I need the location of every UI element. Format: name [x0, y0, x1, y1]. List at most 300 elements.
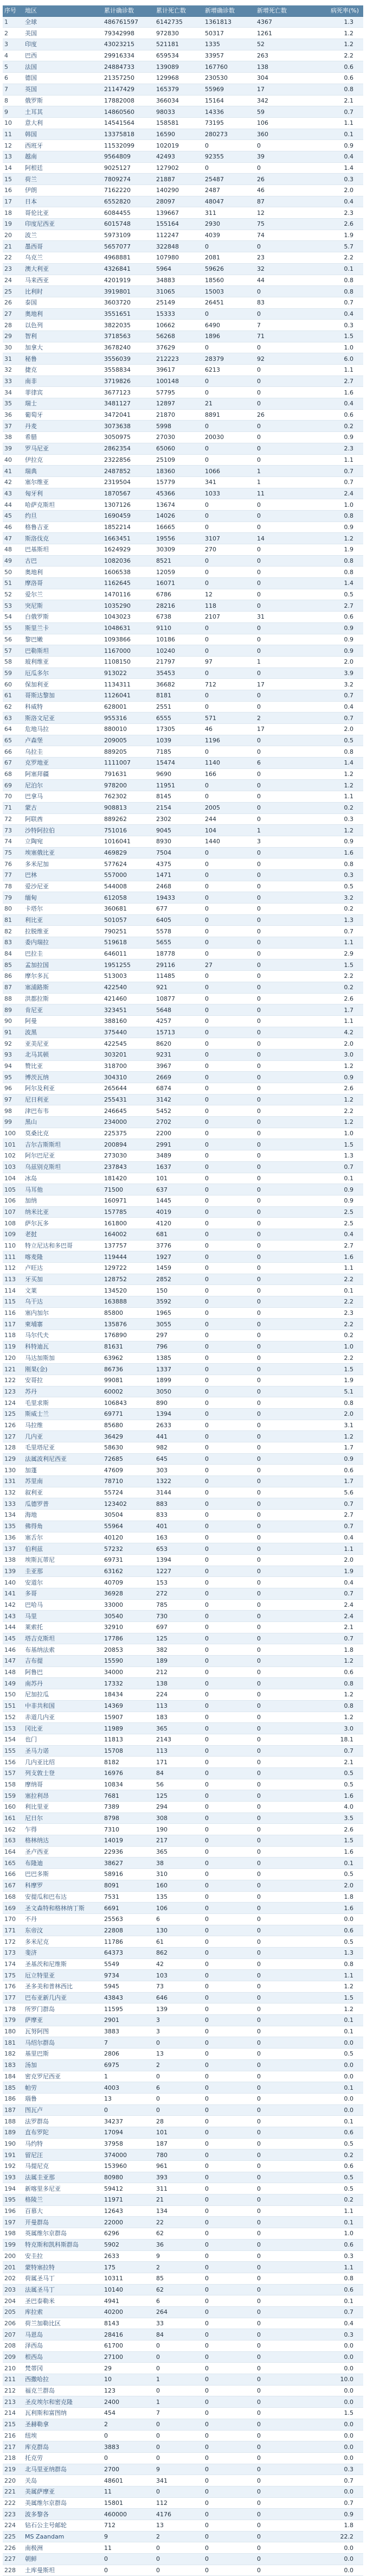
- region-name[interactable]: 刚果(金): [23, 1364, 102, 1375]
- region-name[interactable]: 黑山: [23, 1117, 102, 1128]
- row-index: 27: [3, 308, 23, 320]
- fatality-rate: 1.2: [307, 1060, 363, 1072]
- region-name[interactable]: 尼日利亚: [23, 1094, 102, 1105]
- region-name[interactable]: 圭亚那: [23, 1566, 102, 1577]
- region-name[interactable]: 圣基茨和尼维斯: [23, 1958, 102, 1970]
- region-name[interactable]: 巴巴多斯: [23, 1869, 102, 1880]
- region-name[interactable]: 卢旺达: [23, 1263, 102, 1274]
- region-name[interactable]: 以色列: [23, 320, 102, 331]
- region-name[interactable]: 库拉索: [23, 2306, 102, 2318]
- fatality-rate: 2.6: [307, 219, 363, 230]
- region-name[interactable]: 墨西哥: [23, 241, 102, 252]
- region-name[interactable]: 佛得角: [23, 1521, 102, 1532]
- region-name[interactable]: 摩纳哥: [23, 1779, 102, 1790]
- region-name[interactable]: 纽埃: [23, 2430, 102, 2441]
- region-name[interactable]: 保加利亚: [23, 679, 102, 690]
- region-name[interactable]: 萨尔瓦多: [23, 1218, 102, 1229]
- table-row: [3, 1420, 363, 1431]
- region-name[interactable]: 加蓬: [23, 1465, 102, 1476]
- total-deaths: 645: [154, 1453, 203, 1465]
- total-cases: 2901: [102, 2015, 154, 2026]
- new-cases: 1335: [203, 39, 255, 50]
- region-name[interactable]: 韩国: [23, 129, 102, 140]
- region-name[interactable]: 斐济: [23, 1947, 102, 1958]
- region-name[interactable]: 孟加拉国: [23, 959, 102, 971]
- region-name[interactable]: 格林纳达: [23, 1835, 102, 1847]
- region-name[interactable]: 亚美尼亚: [23, 1038, 102, 1050]
- total-cases: 21147429: [102, 84, 154, 95]
- region-name[interactable]: 毛里塔尼亚: [23, 1442, 102, 1454]
- region-name[interactable]: 泽西岛: [23, 2340, 102, 2352]
- region-name[interactable]: 莫桑比克: [23, 1128, 102, 1139]
- region-name[interactable]: 波黑: [23, 1027, 102, 1038]
- region-name[interactable]: 匈牙利: [23, 488, 102, 499]
- region-name[interactable]: 格陵兰: [23, 2195, 102, 2206]
- region-name[interactable]: 法罗群岛: [23, 2116, 102, 2127]
- row-index: 86: [3, 971, 23, 982]
- region-name[interactable]: 克罗地亚: [23, 758, 102, 769]
- region-name[interactable]: 瑞士: [23, 398, 102, 410]
- region-name[interactable]: 文莱: [23, 1285, 102, 1296]
- region-name[interactable]: 印度: [23, 39, 102, 50]
- region-name[interactable]: 托克劳: [23, 2452, 102, 2464]
- table-row: [3, 140, 363, 151]
- region-name[interactable]: 阿曼: [23, 1015, 102, 1027]
- region-name[interactable]: 葡萄牙: [23, 409, 102, 421]
- region-name[interactable]: 马达加斯加: [23, 1352, 102, 1364]
- region-name[interactable]: 荷兰加勒比区: [23, 2318, 102, 2329]
- region-name[interactable]: 巴布亚新几内亚: [23, 1992, 102, 2003]
- total-deaths: 6738: [154, 612, 203, 623]
- total-deaths: 12897: [154, 398, 203, 410]
- region-name[interactable]: 斯里兰卡: [23, 622, 102, 634]
- region-name[interactable]: 南非: [23, 376, 102, 387]
- total-deaths: 125: [154, 1790, 203, 1802]
- region-name[interactable]: 卢森堡: [23, 735, 102, 746]
- table-row: [3, 1184, 363, 1195]
- total-cases: 762302: [102, 791, 154, 803]
- region-name[interactable]: 特克斯和凯科斯群岛: [23, 2239, 102, 2250]
- region-name[interactable]: 菲律宾: [23, 387, 102, 398]
- region-name[interactable]: 埃塞俄比亚: [23, 847, 102, 858]
- region-name[interactable]: 安道尔: [23, 1577, 102, 1588]
- new-deaths: 0: [255, 1150, 307, 1162]
- new-cases: 0: [203, 1296, 255, 1308]
- region-name[interactable]: 布隆迪: [23, 1858, 102, 1869]
- region-name[interactable]: 丹麦: [23, 421, 102, 432]
- total-cases: 501057: [102, 914, 154, 926]
- region-name[interactable]: 捷克: [23, 365, 102, 376]
- row-index: 169: [3, 1903, 23, 1914]
- region-name[interactable]: 马绍尔群岛: [23, 2037, 102, 2049]
- region-name[interactable]: 比利时: [23, 286, 102, 297]
- region-name[interactable]: 马来西亚: [23, 275, 102, 286]
- region-name[interactable]: 海地: [23, 1510, 102, 1521]
- region-name[interactable]: 福克兰群岛: [23, 2385, 102, 2396]
- region-name[interactable]: 意大利: [23, 117, 102, 129]
- region-name[interactable]: 土耳其: [23, 106, 102, 118]
- region-name[interactable]: 乍得: [23, 1824, 102, 1835]
- region-name[interactable]: 尼加拉瓜: [23, 1689, 102, 1701]
- region-name[interactable]: 安哥拉: [23, 1375, 102, 1386]
- region-name[interactable]: 斯洛伐克: [23, 533, 102, 544]
- new-deaths: 0: [255, 2486, 307, 2497]
- region-name[interactable]: 所罗门群岛: [23, 2003, 102, 2015]
- header-new-deaths[interactable]: 新增死亡数: [255, 5, 307, 16]
- region-name[interactable]: 也门: [23, 1734, 102, 1745]
- region-name[interactable]: 法国: [23, 61, 102, 73]
- region-name[interactable]: 马拉维: [23, 1420, 102, 1431]
- region-name[interactable]: 新喀里多尼亚: [23, 2183, 102, 2195]
- total-cases: 69731: [102, 1554, 154, 1566]
- region-name[interactable]: 奥地利: [23, 308, 102, 320]
- region-name[interactable]: 北马其顿: [23, 1049, 102, 1060]
- region-name[interactable]: 冈比亚: [23, 1723, 102, 1734]
- new-deaths: 1: [255, 466, 307, 477]
- region-name[interactable]: 吉尔吉斯斯坦: [23, 1139, 102, 1150]
- region-name[interactable]: 纳米比亚: [23, 1206, 102, 1218]
- region-name[interactable]: 伯利兹: [23, 1543, 102, 1555]
- total-deaths: 39617: [154, 365, 203, 376]
- region-name[interactable]: 牙买加: [23, 1274, 102, 1285]
- row-index: 39: [3, 443, 23, 454]
- region-name[interactable]: 伊拉克: [23, 454, 102, 466]
- region-name[interactable]: 约旦: [23, 510, 102, 521]
- total-deaths: 153: [154, 1577, 203, 1588]
- new-cases: 0: [203, 690, 255, 701]
- region-name[interactable]: 加拿大: [23, 342, 102, 353]
- region-name[interactable]: 沙特阿拉伯: [23, 825, 102, 836]
- region-name[interactable]: 日本: [23, 196, 102, 207]
- region-name[interactable]: 突尼斯: [23, 600, 102, 612]
- region-name[interactable]: 摩洛哥: [23, 578, 102, 589]
- region-name[interactable]: 罗马尼亚: [23, 443, 102, 454]
- table-row: [3, 1375, 363, 1386]
- region-name[interactable]: 库克群岛: [23, 2441, 102, 2453]
- region-name[interactable]: 全球: [23, 16, 102, 28]
- new-cases: 0: [203, 387, 255, 398]
- fatality-rate: 1.2: [307, 28, 363, 39]
- region-name[interactable]: 几内亚比绍: [23, 1757, 102, 1768]
- region-name[interactable]: 乌兹别克斯坦: [23, 1161, 102, 1173]
- region-name[interactable]: 东帝汶: [23, 1925, 102, 1936]
- region-name[interactable]: 德国: [23, 73, 102, 84]
- region-name[interactable]: 澳大利亚: [23, 263, 102, 275]
- region-name[interactable]: 阿塞拜疆: [23, 768, 102, 780]
- region-name[interactable]: 蒙特塞拉特: [23, 2262, 102, 2273]
- region-name[interactable]: 阿尔及利亚: [23, 1083, 102, 1095]
- new-deaths: 0: [255, 1869, 307, 1880]
- region-name[interactable]: 南极洲: [23, 2542, 102, 2554]
- region-name[interactable]: 塞内加尔: [23, 1307, 102, 1319]
- region-name[interactable]: 图瓦卢: [23, 2104, 102, 2116]
- region-name[interactable]: 叙利亚: [23, 1487, 102, 1498]
- region-name[interactable]: 卡塔尔: [23, 904, 102, 915]
- region-name[interactable]: 巴林: [23, 869, 102, 881]
- region-name[interactable]: 留尼汪: [23, 2149, 102, 2161]
- region-name[interactable]: 博茨瓦纳: [23, 1072, 102, 1083]
- region-name[interactable]: 毛里求斯: [23, 1397, 102, 1409]
- region-name[interactable]: 多哥: [23, 1588, 102, 1599]
- region-name[interactable]: 西班牙: [23, 140, 102, 151]
- region-name[interactable]: 智利: [23, 330, 102, 342]
- region-name[interactable]: 斯威士兰: [23, 1408, 102, 1420]
- region-name[interactable]: 委内瑞拉: [23, 937, 102, 949]
- fatality-rate: 1.1: [307, 454, 363, 466]
- region-name[interactable]: 阿尔巴尼亚: [23, 1150, 102, 1162]
- region-name[interactable]: 乌干达: [23, 1296, 102, 1308]
- region-name[interactable]: 拉脱维亚: [23, 926, 102, 937]
- region-name[interactable]: 圣卢西亚: [23, 1846, 102, 1858]
- region-name[interactable]: 伊朗: [23, 185, 102, 196]
- region-name[interactable]: 印度尼西亚: [23, 219, 102, 230]
- region-name[interactable]: 塔吉克斯坦: [23, 1633, 102, 1644]
- region-name[interactable]: 苏里南: [23, 1476, 102, 1487]
- new-cases: 0: [203, 1465, 255, 1476]
- region-name[interactable]: 厄立特里亚: [23, 1970, 102, 1981]
- region-name[interactable]: 瓦努阿图: [23, 2026, 102, 2037]
- region-name[interactable]: 冰岛: [23, 1173, 102, 1184]
- region-name[interactable]: 巴基斯坦: [23, 544, 102, 556]
- region-name[interactable]: 科特迪瓦: [23, 1341, 102, 1352]
- region-name[interactable]: 玻利维亚: [23, 656, 102, 667]
- region-name[interactable]: 缅甸: [23, 892, 102, 904]
- row-index: 195: [3, 2195, 23, 2206]
- region-name[interactable]: 汤加: [23, 2059, 102, 2071]
- region-name[interactable]: 多米尼加: [23, 858, 102, 870]
- region-name[interactable]: 马约特: [23, 2138, 102, 2149]
- new-cases: 0: [203, 971, 255, 982]
- region-name[interactable]: 荷兰: [23, 174, 102, 185]
- region-name[interactable]: 不丹: [23, 1913, 102, 1925]
- region-name[interactable]: 哥斯达黎加: [23, 690, 102, 701]
- region-name[interactable]: 安圭拉: [23, 2250, 102, 2262]
- region-name[interactable]: 北马里亚纳群岛: [23, 2464, 102, 2475]
- region-name[interactable]: MS Zaandam: [23, 2531, 102, 2542]
- region-name[interactable]: 美属维尔京群岛: [23, 2497, 102, 2509]
- region-name[interactable]: 巴西: [23, 50, 102, 61]
- total-deaths: 102019: [154, 140, 203, 151]
- new-deaths: 0: [255, 667, 307, 679]
- region-name[interactable]: 美属萨摩亚: [23, 2486, 102, 2497]
- region-name[interactable]: 帕劳: [23, 2082, 102, 2094]
- new-deaths: 0: [255, 1408, 307, 1420]
- region-name[interactable]: 塞拉利昂: [23, 1790, 102, 1802]
- region-name[interactable]: 柬埔寨: [23, 1319, 102, 1330]
- header-total-cases[interactable]: 累计确诊数: [102, 5, 154, 16]
- region-name[interactable]: 马提尼克: [23, 2161, 102, 2172]
- region-name[interactable]: 马耳他: [23, 1184, 102, 1195]
- header-index[interactable]: 序号: [3, 5, 23, 16]
- region-name[interactable]: 瓜德罗普: [23, 1498, 102, 1510]
- region-name[interactable]: 哈萨克斯坦: [23, 499, 102, 511]
- fatality-rate: 0.5: [307, 1869, 363, 1880]
- region-name[interactable]: 乌克兰: [23, 252, 102, 264]
- region-name[interactable]: 苏丹: [23, 1386, 102, 1397]
- region-name[interactable]: 英国: [23, 84, 102, 95]
- region-name[interactable]: 根西岛: [23, 2351, 102, 2363]
- region-name[interactable]: 阿联酋: [23, 813, 102, 825]
- region-name[interactable]: 钻石公主号邮轮: [23, 2520, 102, 2532]
- region-name[interactable]: 哥伦比亚: [23, 207, 102, 219]
- total-deaths: 15333: [154, 308, 203, 320]
- region-name[interactable]: 法属圭亚那: [23, 2172, 102, 2183]
- region-name[interactable]: 西撒哈拉: [23, 2374, 102, 2386]
- region-name[interactable]: 圣多美和普林西比: [23, 1981, 102, 1993]
- region-name[interactable]: 列支敦士登: [23, 1767, 102, 1779]
- region-name[interactable]: 摩尔多瓦: [23, 971, 102, 982]
- region-name[interactable]: 百慕大: [23, 2205, 102, 2217]
- region-name[interactable]: 圣马力诺: [23, 1745, 102, 1757]
- new-deaths: 0: [255, 1038, 307, 1050]
- region-name[interactable]: 几内亚: [23, 1431, 102, 1442]
- region-name[interactable]: 梵蒂冈: [23, 2363, 102, 2374]
- region-name[interactable]: 利比亚: [23, 914, 102, 926]
- region-name[interactable]: 塞尔维亚: [23, 476, 102, 488]
- region-name[interactable]: 爱尔兰: [23, 589, 102, 600]
- region-name[interactable]: 尼泊尔: [23, 780, 102, 791]
- new-deaths: 0: [255, 1611, 307, 1622]
- new-cases: 6490: [203, 320, 255, 331]
- region-name[interactable]: 斯洛文尼亚: [23, 713, 102, 724]
- region-name[interactable]: 萨摩亚: [23, 2015, 102, 2026]
- region-name[interactable]: 爱沙尼亚: [23, 881, 102, 892]
- new-deaths: 0: [255, 2228, 307, 2240]
- fatality-rate: 0.4: [307, 308, 363, 320]
- region-name[interactable]: 塞舌尔: [23, 1532, 102, 1543]
- region-name[interactable]: 厄瓜多尔: [23, 667, 102, 679]
- region-name[interactable]: 圣文森特和格林纳丁斯: [23, 1903, 102, 1914]
- region-name[interactable]: 秘鲁: [23, 353, 102, 365]
- row-index: 5: [3, 61, 23, 73]
- fatality-rate: 0.7: [307, 713, 363, 724]
- region-name[interactable]: 利比里亚: [23, 1802, 102, 1813]
- region-name[interactable]: 马尔代夫: [23, 1330, 102, 1341]
- region-name[interactable]: 格鲁吉亚: [23, 521, 102, 533]
- region-name[interactable]: 多米尼克: [23, 1936, 102, 1948]
- region-name[interactable]: 关岛: [23, 2475, 102, 2486]
- region-name[interactable]: 吉布提: [23, 1656, 102, 1667]
- region-name[interactable]: 赞比亚: [23, 1060, 102, 1072]
- region-name[interactable]: 希腊: [23, 432, 102, 443]
- region-name[interactable]: 俄罗斯: [23, 95, 102, 106]
- header-fatality-rate[interactable]: 病死率(%): [307, 5, 363, 16]
- total-deaths: 1459: [154, 1263, 203, 1274]
- new-cases: 0: [203, 2049, 255, 2060]
- row-index: 62: [3, 701, 23, 713]
- region-name[interactable]: 蒙古: [23, 802, 102, 813]
- total-deaths: 171: [154, 1757, 203, 1768]
- region-name[interactable]: 法属波利尼西亚: [23, 1453, 102, 1465]
- header-new-cases[interactable]: 新增确诊数: [203, 5, 255, 16]
- region-name[interactable]: 波多黎各: [23, 2509, 102, 2520]
- region-name[interactable]: 布基纳法索: [23, 1644, 102, 1656]
- region-name[interactable]: 圣皮埃尔和密克隆: [23, 2396, 102, 2408]
- region-name[interactable]: 洪都拉斯: [23, 993, 102, 1004]
- region-name[interactable]: 法属圣马丁: [23, 2284, 102, 2295]
- region-name[interactable]: 基里巴斯: [23, 2049, 102, 2060]
- new-deaths: 0: [255, 1577, 307, 1588]
- region-name[interactable]: 白俄罗斯: [23, 612, 102, 623]
- table-row: [3, 1218, 363, 1229]
- region-name[interactable]: 阿鲁巴: [23, 1667, 102, 1678]
- row-index: 154: [3, 1734, 23, 1745]
- region-name[interactable]: 圣巴泰勒米: [23, 2295, 102, 2307]
- region-name[interactable]: 圣赫勒拿: [23, 2419, 102, 2430]
- region-name[interactable]: 开曼群岛: [23, 2217, 102, 2228]
- region-name[interactable]: 肯尼亚: [23, 1004, 102, 1016]
- region-name[interactable]: 塞浦路斯: [23, 982, 102, 993]
- fatality-rate: 0.1: [307, 2116, 363, 2127]
- new-deaths: 0: [255, 2385, 307, 2396]
- region-name[interactable]: 直布罗陀: [23, 2127, 102, 2138]
- region-name[interactable]: 瑙鲁: [23, 2093, 102, 2104]
- region-name[interactable]: 尼日尔: [23, 1812, 102, 1824]
- region-name[interactable]: 泰国: [23, 297, 102, 308]
- region-name[interactable]: 英属维尔京群岛: [23, 2228, 102, 2240]
- region-name[interactable]: 特立尼达和多巴哥: [23, 1240, 102, 1251]
- region-name[interactable]: 赤道几内亚: [23, 1712, 102, 1723]
- region-name[interactable]: 奥地利: [23, 567, 102, 578]
- region-name[interactable]: 巴哈马: [23, 1599, 102, 1611]
- region-name[interactable]: 喀麦隆: [23, 1251, 102, 1263]
- region-name[interactable]: 密克罗尼西亚: [23, 2071, 102, 2082]
- region-name[interactable]: 美国: [23, 28, 102, 39]
- region-name[interactable]: 巴拿马: [23, 791, 102, 803]
- region-name[interactable]: 马里: [23, 1611, 102, 1622]
- header-total-deaths[interactable]: 累计死亡数: [154, 5, 203, 16]
- region-name[interactable]: 危地马拉: [23, 724, 102, 735]
- region-name[interactable]: 巴勒斯坦: [23, 645, 102, 657]
- total-deaths: 0: [154, 2542, 203, 2554]
- row-index: 203: [3, 2284, 23, 2295]
- region-name[interactable]: 立陶宛: [23, 836, 102, 847]
- region-name[interactable]: 科摩罗: [23, 1880, 102, 1891]
- region-name[interactable]: 莱索托: [23, 1622, 102, 1633]
- region-name[interactable]: 安提瓜和巴布达: [23, 1891, 102, 1903]
- region-name[interactable]: 中非共和国: [23, 1700, 102, 1712]
- region-name[interactable]: 古巴: [23, 555, 102, 567]
- region-name[interactable]: 越南: [23, 151, 102, 162]
- region-name[interactable]: 马恩岛: [23, 2329, 102, 2340]
- region-name[interactable]: 南苏丹: [23, 1678, 102, 1689]
- region-name[interactable]: 科威特: [23, 701, 102, 713]
- region-name[interactable]: 黎巴嫩: [23, 634, 102, 645]
- region-name[interactable]: 朝鲜: [23, 2554, 102, 2565]
- table-row: [3, 1745, 363, 1757]
- region-name[interactable]: 瑞典: [23, 466, 102, 477]
- region-name[interactable]: 乌拉圭: [23, 746, 102, 758]
- total-deaths: 129968: [154, 73, 203, 84]
- region-name[interactable]: 瓦利斯和富图纳: [23, 2408, 102, 2419]
- region-name[interactable]: 津巴布韦: [23, 1105, 102, 1117]
- region-name[interactable]: 阿根廷: [23, 162, 102, 174]
- row-index: 10: [3, 117, 23, 129]
- region-name[interactable]: 土库曼斯坦: [23, 2565, 102, 2576]
- region-name[interactable]: 荷属圣马丁: [23, 2273, 102, 2284]
- region-name[interactable]: 老挝: [23, 1229, 102, 1240]
- fatality-rate: 0.9: [307, 645, 363, 657]
- region-name[interactable]: 埃斯瓦蒂尼: [23, 1554, 102, 1566]
- total-deaths: 365: [154, 1723, 203, 1734]
- region-name[interactable]: 波兰: [23, 230, 102, 241]
- header-region[interactable]: 地区: [23, 5, 102, 16]
- new-deaths: 0: [255, 241, 307, 252]
- region-name[interactable]: 加纳: [23, 1195, 102, 1206]
- new-cases: 0: [203, 2351, 255, 2363]
- new-deaths: 0: [255, 2138, 307, 2149]
- region-name[interactable]: 巴拉圭: [23, 948, 102, 959]
